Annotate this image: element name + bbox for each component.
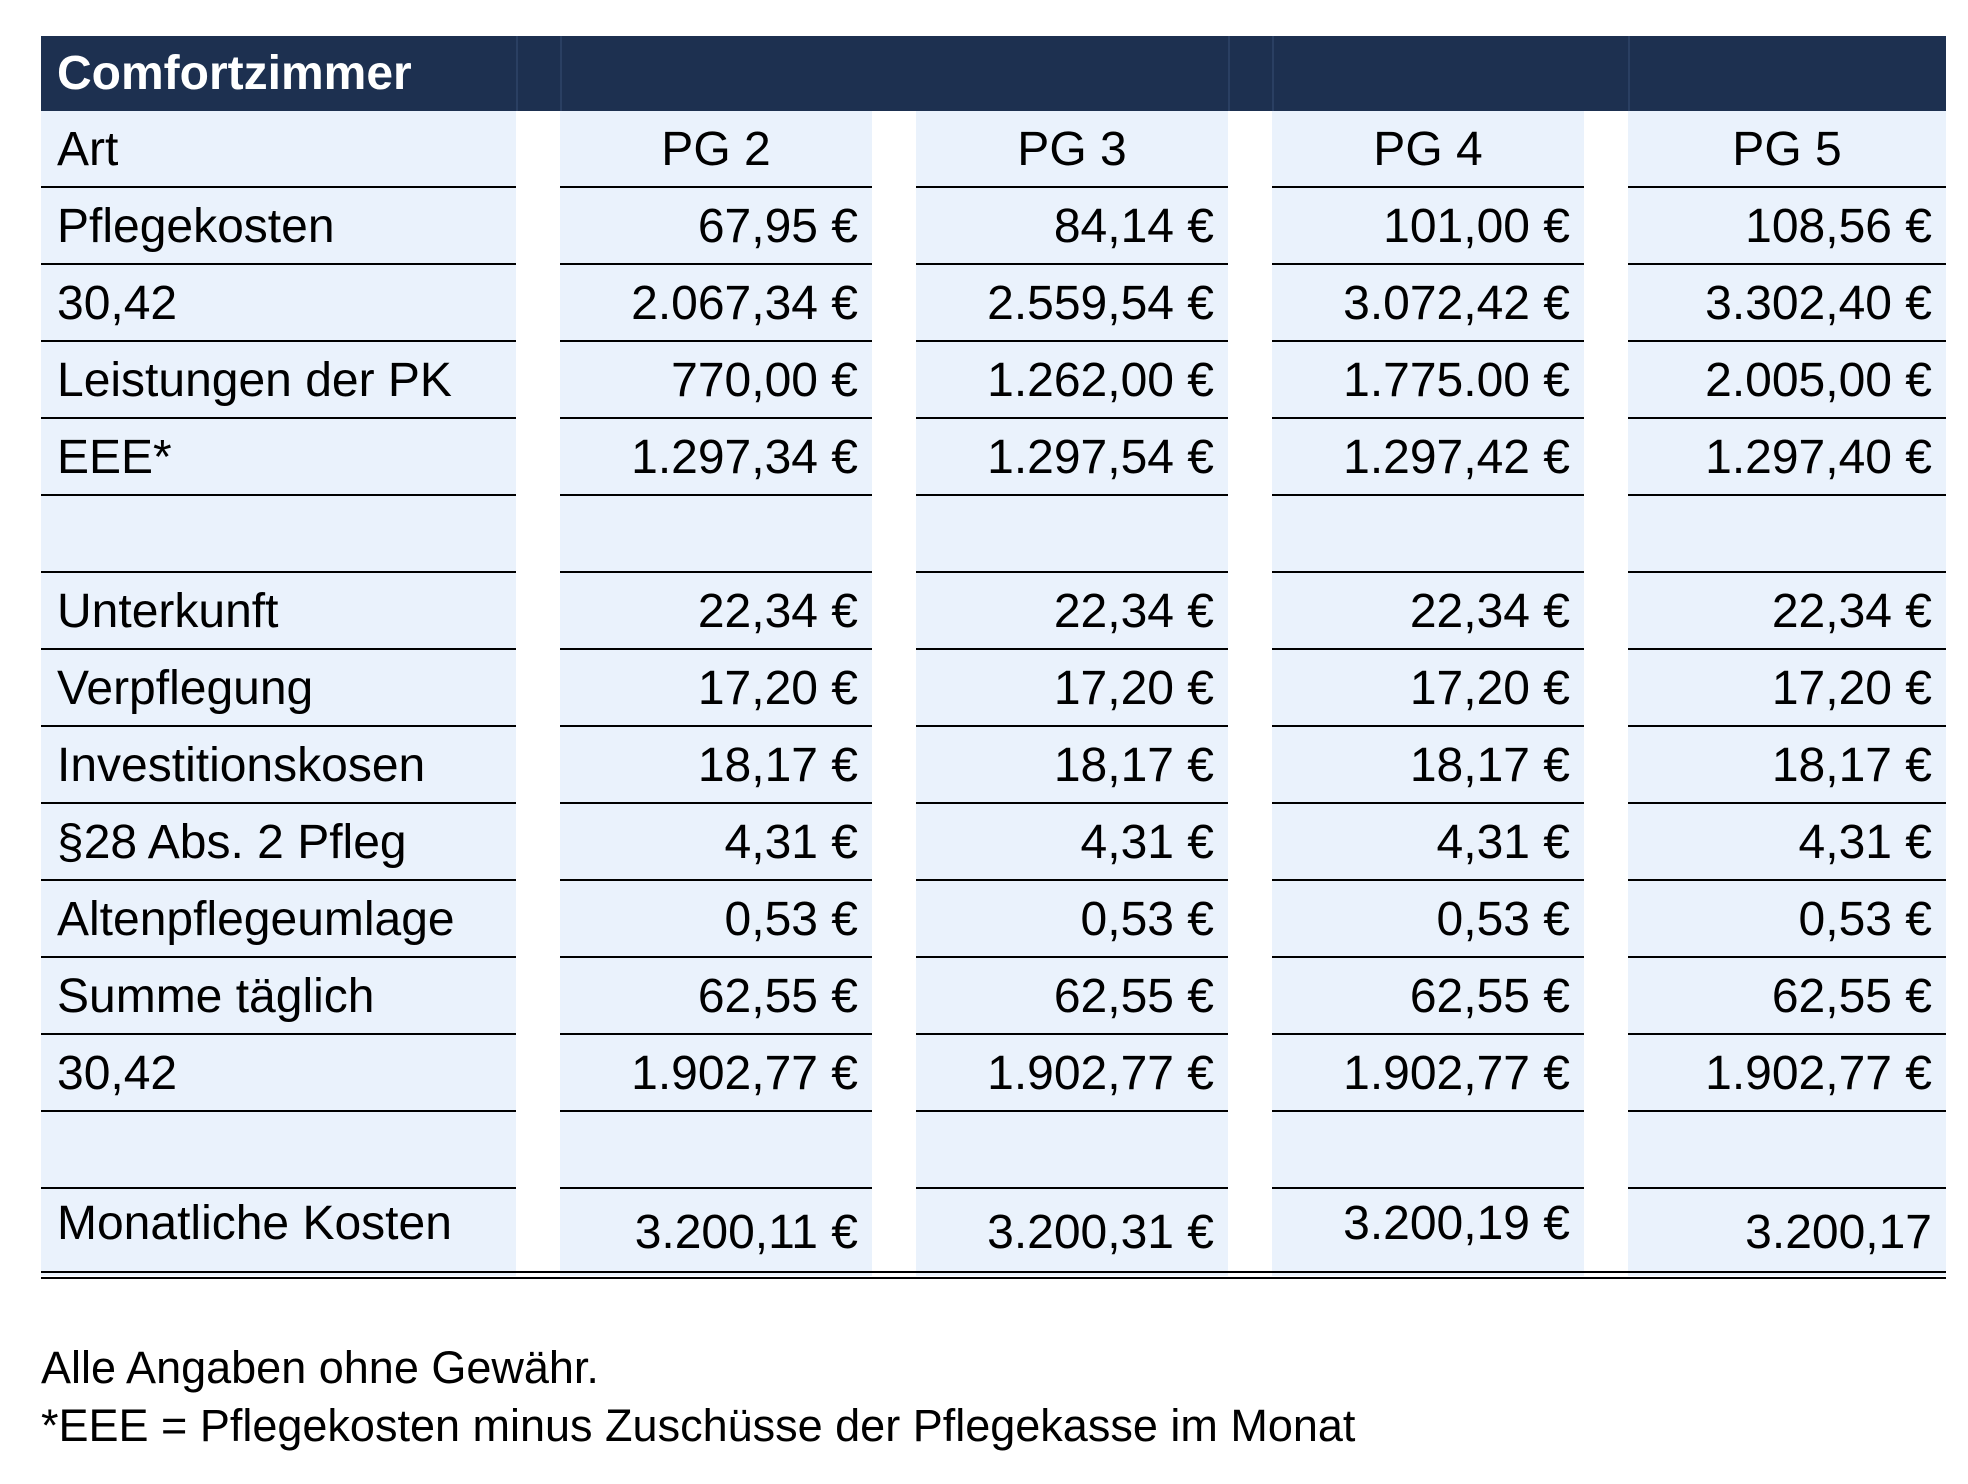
cell-pg2: 22,34 €	[560, 573, 872, 650]
spacer-cell	[1272, 496, 1584, 573]
cell-pg4: 0,53 €	[1272, 881, 1584, 958]
cell-pg2: 17,20 €	[560, 650, 872, 727]
column-header-pg3: PG 3	[916, 111, 1228, 188]
spacer-cell	[560, 496, 872, 573]
header-separator	[516, 36, 518, 111]
cell-pg5: 22,34 €	[1628, 573, 1946, 650]
column-header-pg2: PG 2	[560, 111, 872, 188]
table-title: Comfortzimmer	[57, 47, 412, 100]
cell-pg3: 1.902,77 €	[916, 1035, 1228, 1112]
cell-pg4: 17,20 €	[1272, 650, 1584, 727]
spacer-cell	[1628, 1112, 1946, 1189]
cell-pg3: 22,34 €	[916, 573, 1228, 650]
cell-pg4: 101,00 €	[1272, 188, 1584, 265]
cell-pg4: 1.297,42 €	[1272, 419, 1584, 496]
disclaimer-text: Alle Angaben ohne Gewähr.	[41, 1342, 599, 1393]
header-separator	[1628, 36, 1630, 111]
cell-pg4: 1.902,77 €	[1272, 1035, 1584, 1112]
cell-pg3: 18,17 €	[916, 727, 1228, 804]
column-gap	[1228, 111, 1272, 1276]
double-underline	[41, 1277, 1946, 1279]
spacer-cell	[41, 1112, 516, 1189]
column-gap	[872, 111, 916, 1276]
row-label: Unterkunft	[41, 573, 516, 650]
cell-pg2: 4,31 €	[560, 804, 872, 881]
cell-pg4: 62,55 €	[1272, 958, 1584, 1035]
cell-pg5: 1.902,77 €	[1628, 1035, 1946, 1112]
column-gap	[516, 111, 560, 1276]
cell-pg5: 0,53 €	[1628, 881, 1946, 958]
cell-pg3: 0,53 €	[916, 881, 1228, 958]
row-label: §28 Abs. 2 Pfleg	[41, 804, 516, 881]
row-label: Investitionskosen	[41, 727, 516, 804]
row-label: Pflegekosten	[41, 188, 516, 265]
spacer-cell	[1272, 1112, 1584, 1189]
cell-pg2: 1.297,34 €	[560, 419, 872, 496]
cell-pg2: 18,17 €	[560, 727, 872, 804]
cell-pg2: 0,53 €	[560, 881, 872, 958]
header-separator	[560, 36, 562, 111]
cell-pg5: 3.302,40 €	[1628, 265, 1946, 342]
cell-pg3: 84,14 €	[916, 188, 1228, 265]
cell-pg5: 17,20 €	[1628, 650, 1946, 727]
cell-pg4: 3.200,19 €	[1343, 1197, 1570, 1250]
cell-pg3: 3.200,31 €	[987, 1206, 1214, 1259]
cell-pg4: 4,31 €	[1272, 804, 1584, 881]
cell-pg2: 2.067,34 €	[560, 265, 872, 342]
row-label: EEE*	[41, 419, 516, 496]
cell-pg3: 4,31 €	[916, 804, 1228, 881]
cell-pg4: 3.072,42 €	[1272, 265, 1584, 342]
cell-pg5: 3.200,17	[1745, 1206, 1932, 1259]
row-label: Altenpflegeumlage	[41, 881, 516, 958]
cell-pg3: 2.559,54 €	[916, 265, 1228, 342]
cell-pg5: 18,17 €	[1628, 727, 1946, 804]
cell-pg3: 17,20 €	[916, 650, 1228, 727]
cell-pg5: 2.005,00 €	[1628, 342, 1946, 419]
cell-pg3: 1.297,54 €	[916, 419, 1228, 496]
header-separator	[1272, 36, 1274, 111]
spacer-cell	[916, 496, 1228, 573]
cell-pg3: 62,55 €	[916, 958, 1228, 1035]
row-label: 30,42	[41, 1035, 516, 1112]
column-header-pg4: PG 4	[1272, 111, 1584, 188]
cell-pg5: 1.297,40 €	[1628, 419, 1946, 496]
double-underline	[41, 1271, 1946, 1273]
cell-pg5: 108,56 €	[1628, 188, 1946, 265]
cell-pg5: 62,55 €	[1628, 958, 1946, 1035]
spacer-cell	[916, 1112, 1228, 1189]
row-label: Verpflegung	[41, 650, 516, 727]
cell-pg2: 1.902,77 €	[560, 1035, 872, 1112]
spacer-cell	[41, 496, 516, 573]
cell-pg2: 62,55 €	[560, 958, 872, 1035]
row-label: Summe täglich	[41, 958, 516, 1035]
row-label: Monatliche Kosten	[57, 1197, 452, 1250]
cell-pg4: 1.775.00 €	[1272, 342, 1584, 419]
eee-footnote: *EEE = Pflegekosten minus Zuschüsse der Pflegekasse im Monat	[41, 1400, 1356, 1451]
header-separator	[1228, 36, 1230, 111]
column-gap	[1584, 111, 1628, 1276]
cell-pg5: 4,31 €	[1628, 804, 1946, 881]
cell-pg3: 1.262,00 €	[916, 342, 1228, 419]
spacer-cell	[1628, 496, 1946, 573]
column-header-pg5: PG 5	[1628, 111, 1946, 188]
cell-pg2: 770,00 €	[560, 342, 872, 419]
cell-pg2: 3.200,11 €	[634, 1206, 858, 1259]
spacer-cell	[560, 1112, 872, 1189]
cell-pg4: 18,17 €	[1272, 727, 1584, 804]
column-header-art: Art	[41, 111, 516, 188]
row-label: Leistungen der PK	[41, 342, 516, 419]
cell-pg4: 22,34 €	[1272, 573, 1584, 650]
cell-pg2: 67,95 €	[560, 188, 872, 265]
row-label: 30,42	[41, 265, 516, 342]
